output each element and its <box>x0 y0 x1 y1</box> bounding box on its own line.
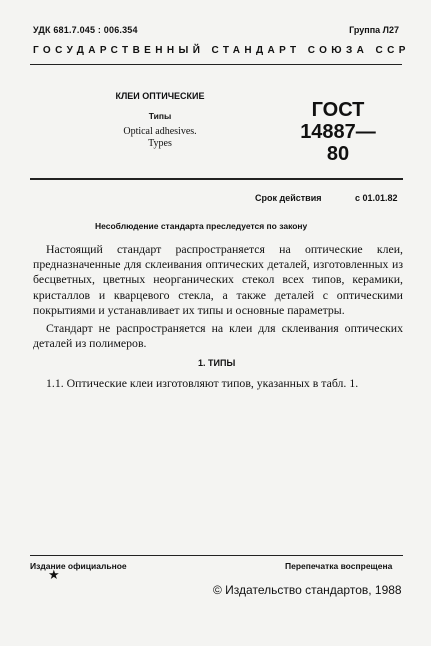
document-title-english <box>100 126 220 150</box>
paragraph-exclusion: Стандарт не распространяется на клеи для склеивания оптических деталей из полимеров. <box>33 321 403 351</box>
star-icon: ★ <box>48 567 60 582</box>
validity-label: Срок действия <box>255 193 322 203</box>
legal-notice: Несоблюдение стандарта преследуется по закону <box>95 221 308 231</box>
document-subtitle-russian: Типы <box>148 111 172 121</box>
clause-1-1: 1.1. Оптические клеи изготовляют типов, указанных в табл. 1. <box>46 376 359 390</box>
paragraph-scope: Настоящий стандарт распространяется на оптические клеи, предназначенные для склеивания оптических деталей, изготовленных из бесцветных, цветных неорганических стекол всех типов, керамики, кристаллов и кварцевого стекла, а также деталей с оптическими покрытиями и устанавливает их типы и основные параметры. <box>33 242 403 317</box>
standard-number <box>293 99 383 165</box>
middle-divider <box>30 178 403 180</box>
gost-label: ГОСТ <box>311 99 365 121</box>
group-code: Группа Л27 <box>349 25 399 35</box>
english-title-line1: Optical adhesives. <box>123 126 197 137</box>
udk-code: УДК 681.7.045 : 006.354 <box>33 25 138 35</box>
gost-number: 14887—80 <box>300 121 376 165</box>
edition-label: Издание официальное <box>30 561 127 571</box>
english-title-line2: Types <box>148 138 172 149</box>
reprint-notice: Перепечатка воспрещена <box>285 561 393 571</box>
state-standard-heading: ГОСУДАРСТВЕННЫЙ СТАНДАРТ СОЮЗА ССР <box>33 45 410 56</box>
bottom-divider <box>30 555 403 556</box>
top-divider <box>30 64 402 65</box>
document-title-russian: КЛЕИ ОПТИЧЕСКИЕ <box>115 91 205 101</box>
section-heading: 1. ТИПЫ <box>198 358 236 368</box>
copyright-notice: © Издательство стандартов, 1988 <box>213 583 402 597</box>
validity-value: с 01.01.82 <box>355 193 398 203</box>
